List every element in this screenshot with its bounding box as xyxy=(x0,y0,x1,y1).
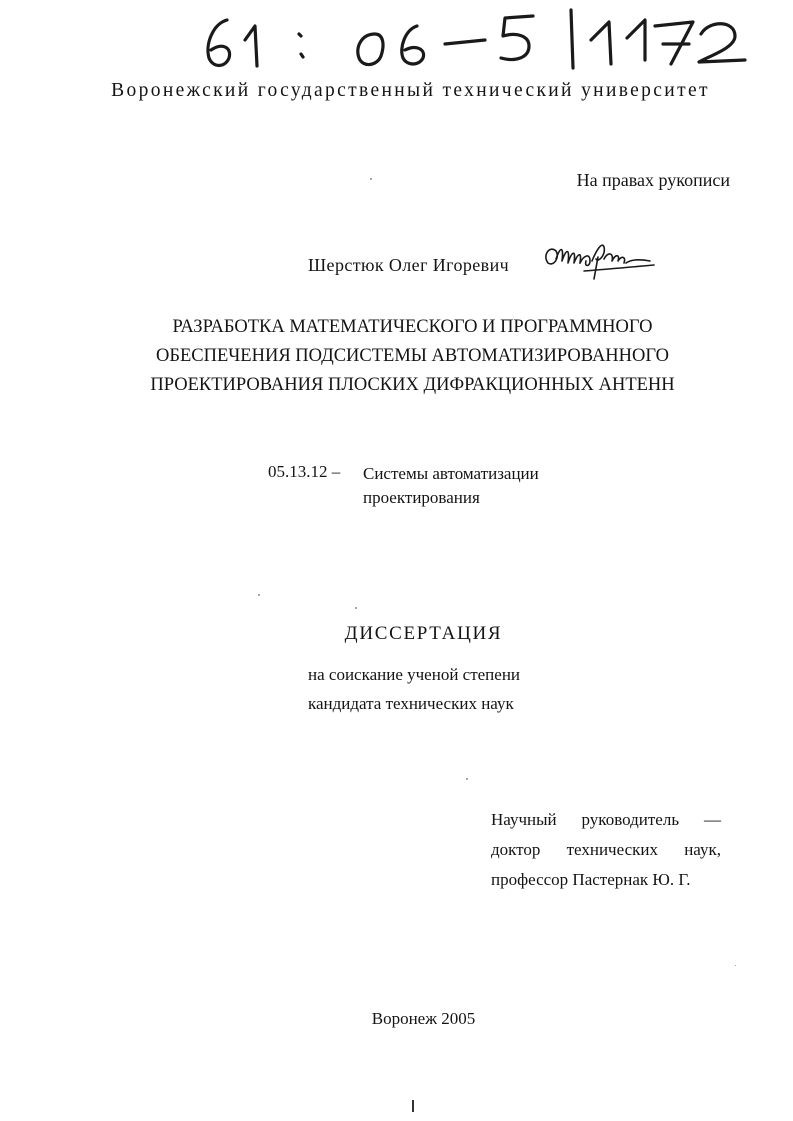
city-year: Воронеж 2005 xyxy=(371,1009,476,1028)
title-line: РАЗРАБОТКА МАТЕМАТИЧЕСКОГО И ПРОГРАММНОГО xyxy=(172,317,653,337)
specialty-name-line: проектирования xyxy=(363,488,480,507)
specialty-code: 05.13.12 – xyxy=(268,462,341,481)
degree-line: кандидата технических наук xyxy=(308,694,514,713)
author-name: Шерстюк Олег Игоревич xyxy=(308,255,510,275)
supervisor-word: доктор xyxy=(491,840,541,859)
scan-speck xyxy=(258,594,260,596)
title-line: ОБЕСПЕЧЕНИЯ ПОДСИСТЕМЫ АВТОМАТИЗИРОВАННОГО xyxy=(156,346,669,366)
document-type: ДИССЕРТАЦИЯ xyxy=(344,623,503,644)
rights-notice: На правах рукописи xyxy=(576,170,730,190)
archive-code-handwritten xyxy=(195,4,750,76)
supervisor-word: наук, xyxy=(684,840,721,859)
scan-speck xyxy=(355,607,357,609)
supervisor-line xyxy=(491,835,721,865)
supervisor-word: — xyxy=(703,810,721,829)
scan-speck xyxy=(466,778,468,780)
degree-line: на соискание ученой степени xyxy=(308,665,521,684)
signature-icon xyxy=(540,233,658,285)
specialty-name-line: Системы автоматизации xyxy=(363,464,539,483)
scan-speck xyxy=(370,178,372,180)
supervisor-word: технических xyxy=(566,840,658,859)
specialty-name xyxy=(363,462,539,510)
supervisor-word: Научный xyxy=(491,810,557,829)
supervisor-line xyxy=(491,805,721,835)
supervisor-word: руководитель xyxy=(581,810,680,829)
supervisor-line: профессор Пастернак Ю. Г. xyxy=(491,870,691,889)
university-name: Воронежский государственный технический университет xyxy=(111,80,710,101)
supervisor-block xyxy=(491,805,721,895)
dissertation-title xyxy=(0,313,793,400)
scan-speck xyxy=(735,965,736,966)
scan-mark xyxy=(412,1100,414,1112)
degree-block xyxy=(308,660,520,718)
title-line: ПРОЕКТИРОВАНИЯ ПЛОСКИХ ДИФРАКЦИОННЫХ АНТЕНН xyxy=(150,375,675,395)
